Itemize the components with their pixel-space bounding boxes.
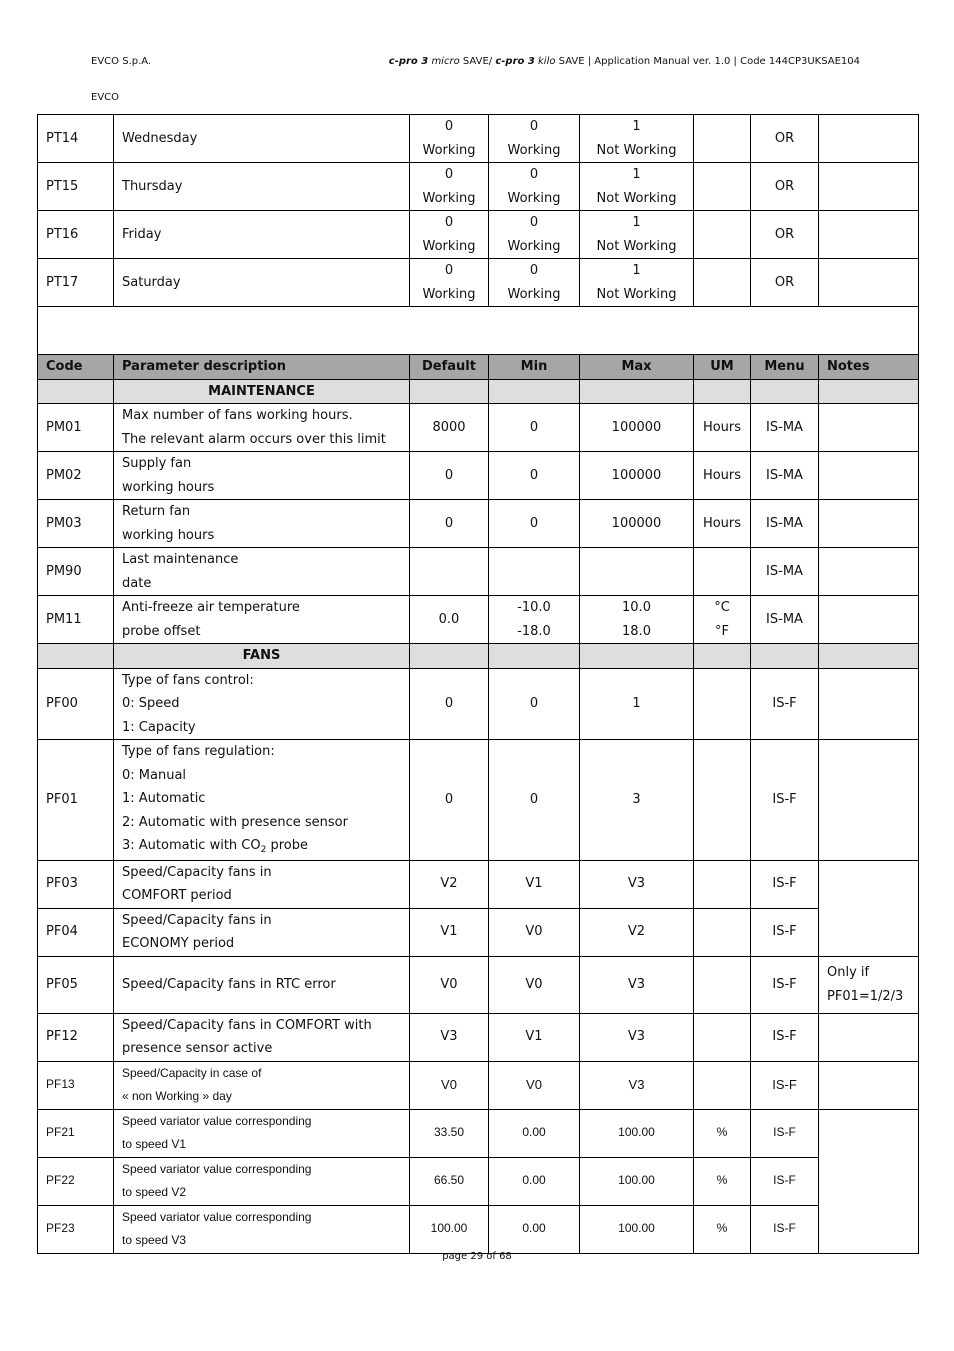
table-row: PM90 Last maintenance date IS-MA (38, 548, 919, 596)
table-row: PF22 Speed variator value corresponding to speed V2 66.50 0.00 100.00 % IS-F (38, 1157, 919, 1205)
col-menu: Menu (751, 355, 819, 380)
col-um: UM (694, 355, 751, 380)
column-header-row (38, 355, 919, 380)
table-row: PM02 Supply fan working hours 0 0 100000 Hours IS-MA (38, 452, 919, 500)
desc-cell: Wednesday (114, 115, 410, 163)
code-cell: PT15 (38, 163, 114, 211)
code-cell: PT16 (38, 211, 114, 259)
table-row: PF21 Speed variator value corresponding to speed V1 33.50 0.00 100.00 % IS-F (38, 1109, 919, 1157)
table-row: PT16 Friday 0 Working 0 Working 1 Not Working OR (38, 211, 919, 259)
table-row: PF00 Type of fans control: 0: Speed 1: Capacity 0 0 1 IS-F (38, 668, 919, 740)
table-row: PF05 Speed/Capacity fans in RTC error V0 V0 V3 IS-F Only if PF01=1/2/3 (38, 956, 919, 1013)
table-row: PF04 Speed/Capacity fans in ECONOMY period V1 V0 V2 IS-F (38, 908, 919, 956)
code-cell: PT14 (38, 115, 114, 163)
section-maintenance: MAINTENANCE (38, 379, 919, 404)
table-row: PF23 Speed variator value corresponding to speed V3 100.00 0.00 100.00 % IS-F (38, 1205, 919, 1253)
col-code: Code (38, 355, 114, 380)
desc-cell: Thursday (114, 163, 410, 211)
table-row: PT17 Saturday 0 Working 0 Working 1 Not Working OR (38, 259, 919, 307)
header-company: EVCO S.p.A. (91, 56, 152, 67)
col-notes: Notes (819, 355, 919, 380)
col-desc: Parameter description (114, 355, 410, 380)
table-row: PM03 Return fan working hours 0 0 100000 Hours IS-MA (38, 500, 919, 548)
parameter-table (37, 114, 919, 1254)
table-row: PM01 Max number of fans working hours. The relevant alarm occurs over this limit 8000 0 100000 Hours IS-MA (38, 404, 919, 452)
table-row: PF01 Type of fans regulation: 0: Manual 1: Automatic 2: Automatic with presence sensor 3: Automatic with $CO_2$ probe 0 0 3 IS-F (38, 740, 919, 861)
table-row: PF12 Speed/Capacity fans in COMFORT with presence sensor active V3 V1 V3 IS-F (38, 1013, 919, 1061)
table-row: PT14 Wednesday 0 Working 0 Working 1 Not Working OR (38, 115, 919, 163)
desc-cell: Friday (114, 211, 410, 259)
section-fans: FANS (38, 644, 919, 669)
col-max: Max (580, 355, 694, 380)
col-min: Min (489, 355, 580, 380)
table-row: PM11 Anti-freeze air temperature probe offset 0.0 -10.0 -18.0 10.0 18.0 °C °F IS-MA (38, 596, 919, 644)
desc-cell: Saturday (114, 259, 410, 307)
header-title: c-pro 3 micro SAVE/ c-pro 3 kilo SAVE | Application Manual ver. 1.0 | Code 144CP3UKSAE104 (388, 56, 860, 67)
table-row: PF03 Speed/Capacity fans in COMFORT period V2 V1 V3 IS-F (38, 860, 919, 908)
code-cell: PT17 (38, 259, 114, 307)
header-sub: EVCO (91, 92, 120, 103)
spacer-row (38, 307, 919, 355)
table-row: PT15 Thursday 0 Working 0 Working 1 Not Working OR (38, 163, 919, 211)
table-row: PF13 Speed/Capacity in case of « non Working » day V0 V0 V3 IS-F (38, 1061, 919, 1109)
col-default: Default (410, 355, 489, 380)
page-number: page 29 of 68 (442, 1251, 512, 1262)
